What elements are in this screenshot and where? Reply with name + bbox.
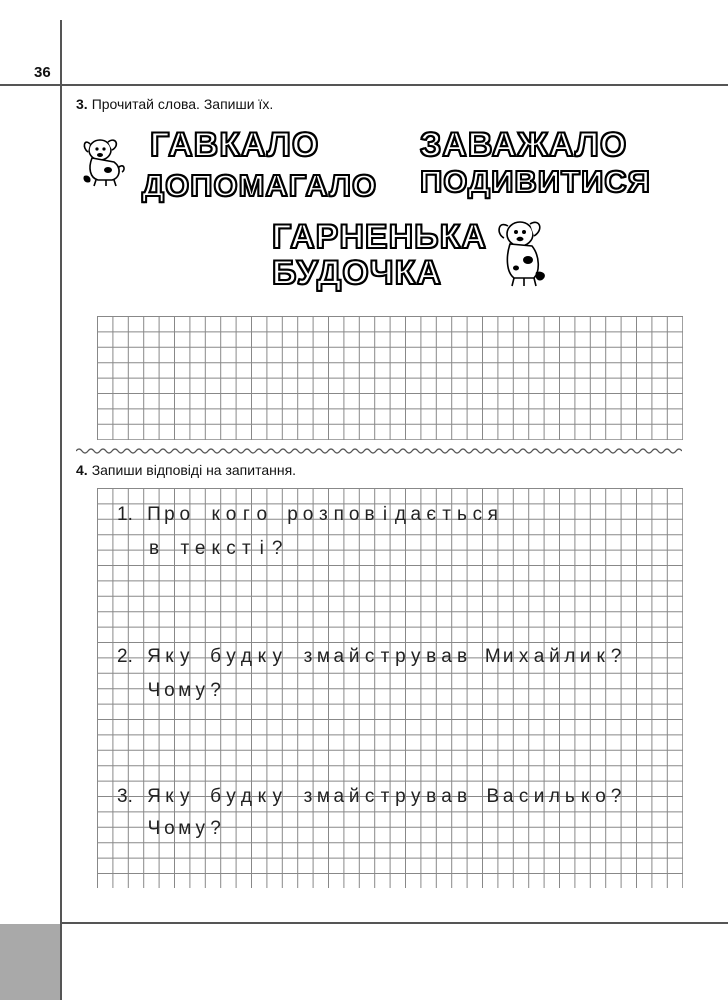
task-3-number: 3. xyxy=(76,96,88,112)
dog-icon xyxy=(490,216,554,288)
footer-line xyxy=(60,922,728,924)
task-4-number: 4. xyxy=(76,462,88,478)
dog-icon xyxy=(78,136,128,188)
task-4-instruction: Запиши відповіді на запитання. xyxy=(91,462,297,478)
writing-grid-task-3[interactable] xyxy=(97,316,683,440)
word-dopomahalo: ДОПОМАГАЛО xyxy=(142,168,378,203)
margin-line xyxy=(60,20,62,1000)
header-line xyxy=(0,84,728,86)
question-2-number: 2. xyxy=(117,646,133,667)
wavy-divider xyxy=(76,447,682,455)
question-3-number: 3. xyxy=(117,786,133,807)
task-4-heading xyxy=(76,462,296,478)
word-zavazhalo: ЗАВАЖАЛО xyxy=(420,126,628,164)
page-corner-block xyxy=(0,924,60,1000)
word-podyvytysia: ПОДИВИТИСЯ xyxy=(420,164,651,199)
question-1-number: 1. xyxy=(117,504,133,525)
word-budochka: БУДОЧКА xyxy=(272,254,442,292)
word-gavkalo: ГАВКАЛО xyxy=(150,126,320,164)
word-harnenka: ГАРНЕНЬКА xyxy=(272,218,487,256)
task-3-instruction: Прочитай слова. Запиши їх. xyxy=(91,96,274,112)
page-number: 36 xyxy=(34,64,51,81)
task-3-heading xyxy=(76,96,273,112)
